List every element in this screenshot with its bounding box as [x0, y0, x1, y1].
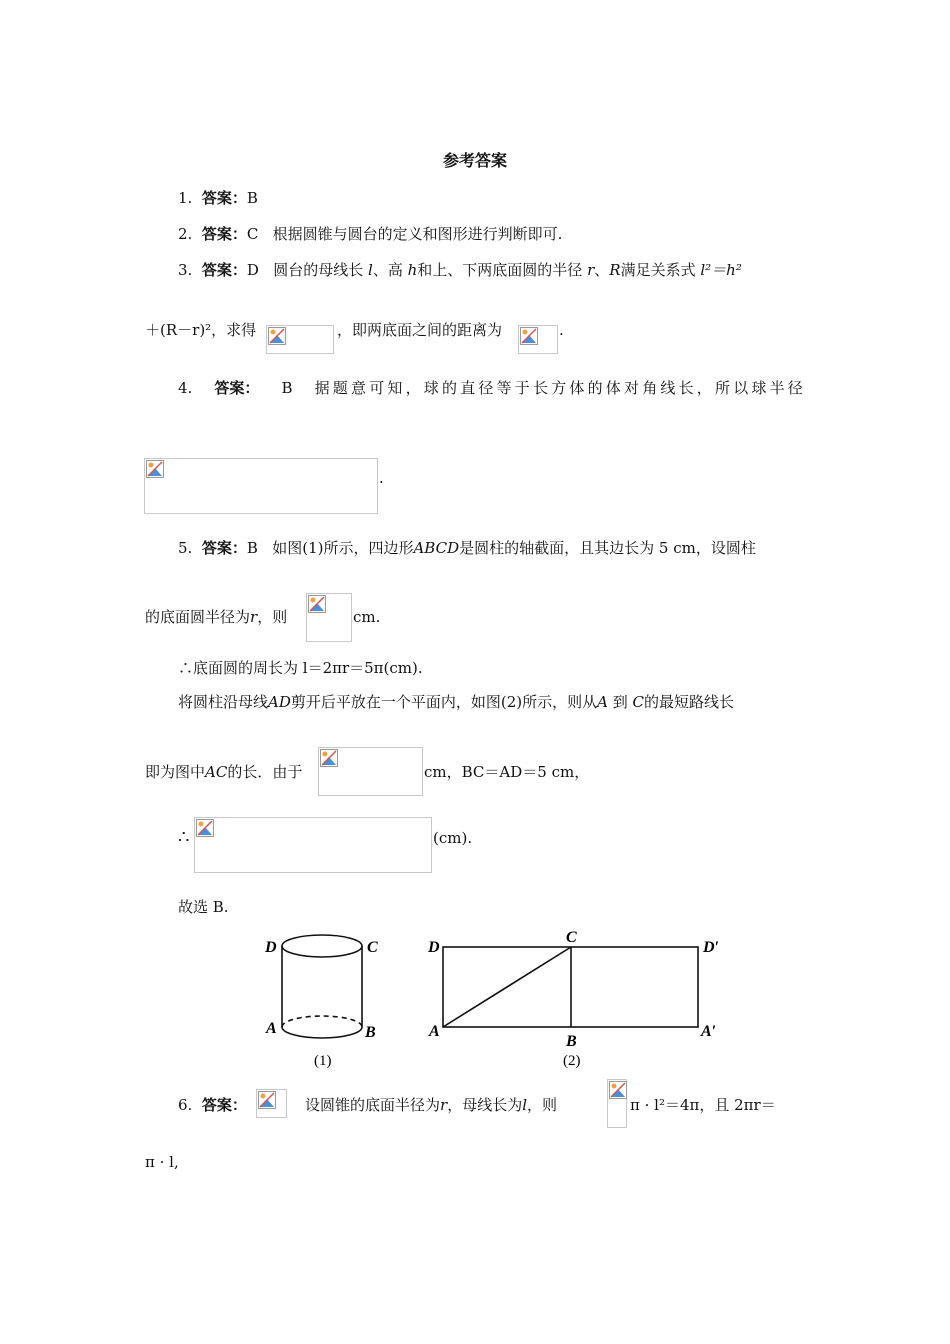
answer-2 — [178, 224, 562, 244]
answer-3-line-2b — [337, 320, 502, 340]
answer-choice: B — [281, 379, 293, 397]
fig1-label-C: C — [367, 939, 378, 956]
unrolled-rectangle-figure — [443, 947, 698, 1027]
fig1-caption: (1) — [314, 1053, 332, 1069]
formula-image-placeholder — [318, 747, 423, 796]
explanation-text: 、 — [594, 261, 610, 279]
explanation-text: 故选 B. — [178, 898, 229, 916]
variable: r — [250, 608, 258, 626]
answer-choice: D — [246, 261, 259, 279]
broken-image-icon — [268, 327, 286, 345]
explanation-text: ∴底面圆的周长为 l＝2πr＝5π(cm). — [178, 659, 423, 677]
answer-number: 5. — [178, 539, 193, 557]
explanation-text: 的底面圆半径为 — [145, 608, 251, 626]
answer-4-end — [379, 468, 384, 488]
explanation-text: cm. — [353, 608, 381, 626]
formula-image-placeholder — [266, 325, 334, 354]
answer-choice: C — [246, 225, 259, 243]
variable: l — [522, 1096, 528, 1114]
answer-5-line-6b — [433, 828, 472, 848]
fig2-label-Dprime: D′ — [703, 939, 720, 956]
variable: R — [609, 261, 621, 279]
formula-image-placeholder — [306, 593, 352, 642]
answer-label: 答案： — [201, 261, 247, 279]
answer-choice: B — [246, 539, 258, 557]
broken-image-icon — [609, 1081, 627, 1099]
answer-choice: B — [246, 189, 258, 207]
explanation-text: 如图(1)所示，四边形 — [272, 539, 414, 557]
explanation-text: ＋(R－r)²，求得 — [145, 321, 257, 339]
explanation-text: 和上、下两底面圆的半径 — [417, 261, 583, 279]
fig1-label-A: A — [266, 1020, 277, 1037]
variable: r — [440, 1096, 448, 1114]
explanation-text: ，则 — [527, 1096, 558, 1114]
explanation-text: 是圆柱的轴截面，且其边长为 5 cm，设圆柱 — [459, 539, 756, 557]
variable: AD — [268, 693, 291, 711]
explanation-text: π · l, — [145, 1153, 179, 1171]
explanation-text: 即为图中 — [145, 763, 206, 781]
formula-text: l²＝h² — [700, 261, 742, 279]
broken-image-icon — [258, 1091, 276, 1109]
broken-image-icon — [320, 749, 338, 767]
variable: AC — [205, 763, 228, 781]
answer-5-line-2 — [145, 607, 287, 627]
answer-6-text — [305, 1095, 557, 1115]
explanation-text: 到 — [612, 693, 628, 711]
formula-image-placeholder — [144, 458, 378, 514]
explanation-text: 将圆柱沿母线 — [178, 693, 269, 711]
answer-5-line-2b — [353, 607, 380, 627]
fig1-label-D: D — [265, 939, 277, 956]
explanation-text: 据题意可知，球的直径等于长方体的体对角线长，所以球半径 — [314, 379, 806, 397]
answer-5-line-4 — [178, 692, 734, 712]
variable: C — [632, 693, 645, 711]
cylinder-top-ellipse — [282, 935, 362, 957]
answer-explanation: 根据圆锥与圆台的定义和图形进行判断即可. — [272, 225, 563, 243]
answer-label: 答案： — [201, 189, 247, 207]
broken-image-icon — [520, 327, 538, 345]
explanation-text: . — [379, 469, 384, 487]
answer-3-line-2c — [559, 320, 564, 340]
answer-label: 答案： — [201, 539, 247, 557]
answer-label: 答案： — [214, 379, 260, 397]
broken-image-icon — [308, 595, 326, 613]
fig2-label-A: A — [429, 1023, 440, 1040]
answer-4 — [178, 378, 806, 398]
explanation-text: ，母线长为 — [447, 1096, 523, 1114]
answer-3-line-2 — [145, 320, 256, 340]
cylinder-bottom-back — [282, 1016, 362, 1027]
explanation-text: ，即两底面之间的距离为 — [337, 321, 503, 339]
segment-AC — [443, 947, 571, 1027]
answer-3 — [178, 260, 742, 280]
fig2-label-B: B — [566, 1033, 577, 1050]
formula-image-placeholder — [256, 1089, 287, 1118]
formula-image-placeholder — [607, 1079, 627, 1128]
explanation-text: 的最短路线长 — [644, 693, 735, 711]
variable: l — [368, 261, 373, 279]
answer-5 — [178, 538, 756, 558]
cylinder-bottom-front — [282, 1027, 362, 1038]
answer-number: 1. — [178, 189, 193, 207]
answer-5-line-3 — [178, 658, 423, 678]
explanation-text: 的长．由于 — [227, 763, 303, 781]
answer-label: 答案： — [201, 225, 247, 243]
explanation-text: 设圆锥的底面半径为 — [305, 1096, 441, 1114]
answer-1 — [178, 188, 258, 208]
fig2-label-Aprime: A′ — [701, 1023, 717, 1040]
explanation-text: (cm). — [433, 829, 473, 847]
variable: ABCD — [413, 539, 460, 557]
explanation-text: 剪开后平放在一个平面内，如图(2)所示，则从 — [290, 693, 598, 711]
geometry-figure — [255, 925, 735, 1075]
formula-image-placeholder — [518, 325, 558, 354]
explanation-text: ，则 — [257, 608, 288, 626]
answer-number: 2. — [178, 225, 193, 243]
variable: r — [587, 261, 595, 279]
explanation-text: . — [559, 321, 564, 339]
cylinder-figure — [282, 935, 362, 1038]
explanation-text: 满足关系式 — [620, 261, 696, 279]
answer-label: 答案： — [201, 1096, 247, 1114]
variable: A — [597, 693, 608, 711]
answer-number: 6. — [178, 1096, 193, 1114]
variable: h — [407, 261, 418, 279]
fig1-label-B: B — [365, 1024, 376, 1041]
explanation-text: π · l²＝4π，且 2πr＝ — [630, 1096, 776, 1114]
answer-5-line-5b — [424, 762, 589, 782]
explanation-text: cm，BC＝AD＝5 cm， — [424, 763, 590, 781]
formula-image-placeholder — [194, 817, 432, 873]
answer-number: 3. — [178, 261, 193, 279]
answer-5-line-7 — [178, 897, 229, 917]
fig2-caption: (2) — [563, 1053, 581, 1069]
broken-image-icon — [196, 819, 214, 837]
fig2-label-C: C — [566, 929, 577, 946]
explanation-text: 、高 — [372, 261, 403, 279]
fig2-label-D: D — [428, 939, 440, 956]
page-title: 参考答案 — [443, 151, 508, 170]
answer-6-text-b — [630, 1095, 776, 1115]
answer-6 — [178, 1095, 247, 1115]
answer-5-line-6 — [178, 828, 189, 848]
broken-image-icon — [146, 460, 164, 478]
answer-5-line-5 — [145, 762, 302, 782]
explanation-text: 圆台的母线长 — [273, 261, 364, 279]
answer-6-line-2 — [145, 1152, 179, 1172]
therefore-symbol: ∴ — [178, 827, 190, 848]
answer-number: 4. — [178, 379, 193, 397]
